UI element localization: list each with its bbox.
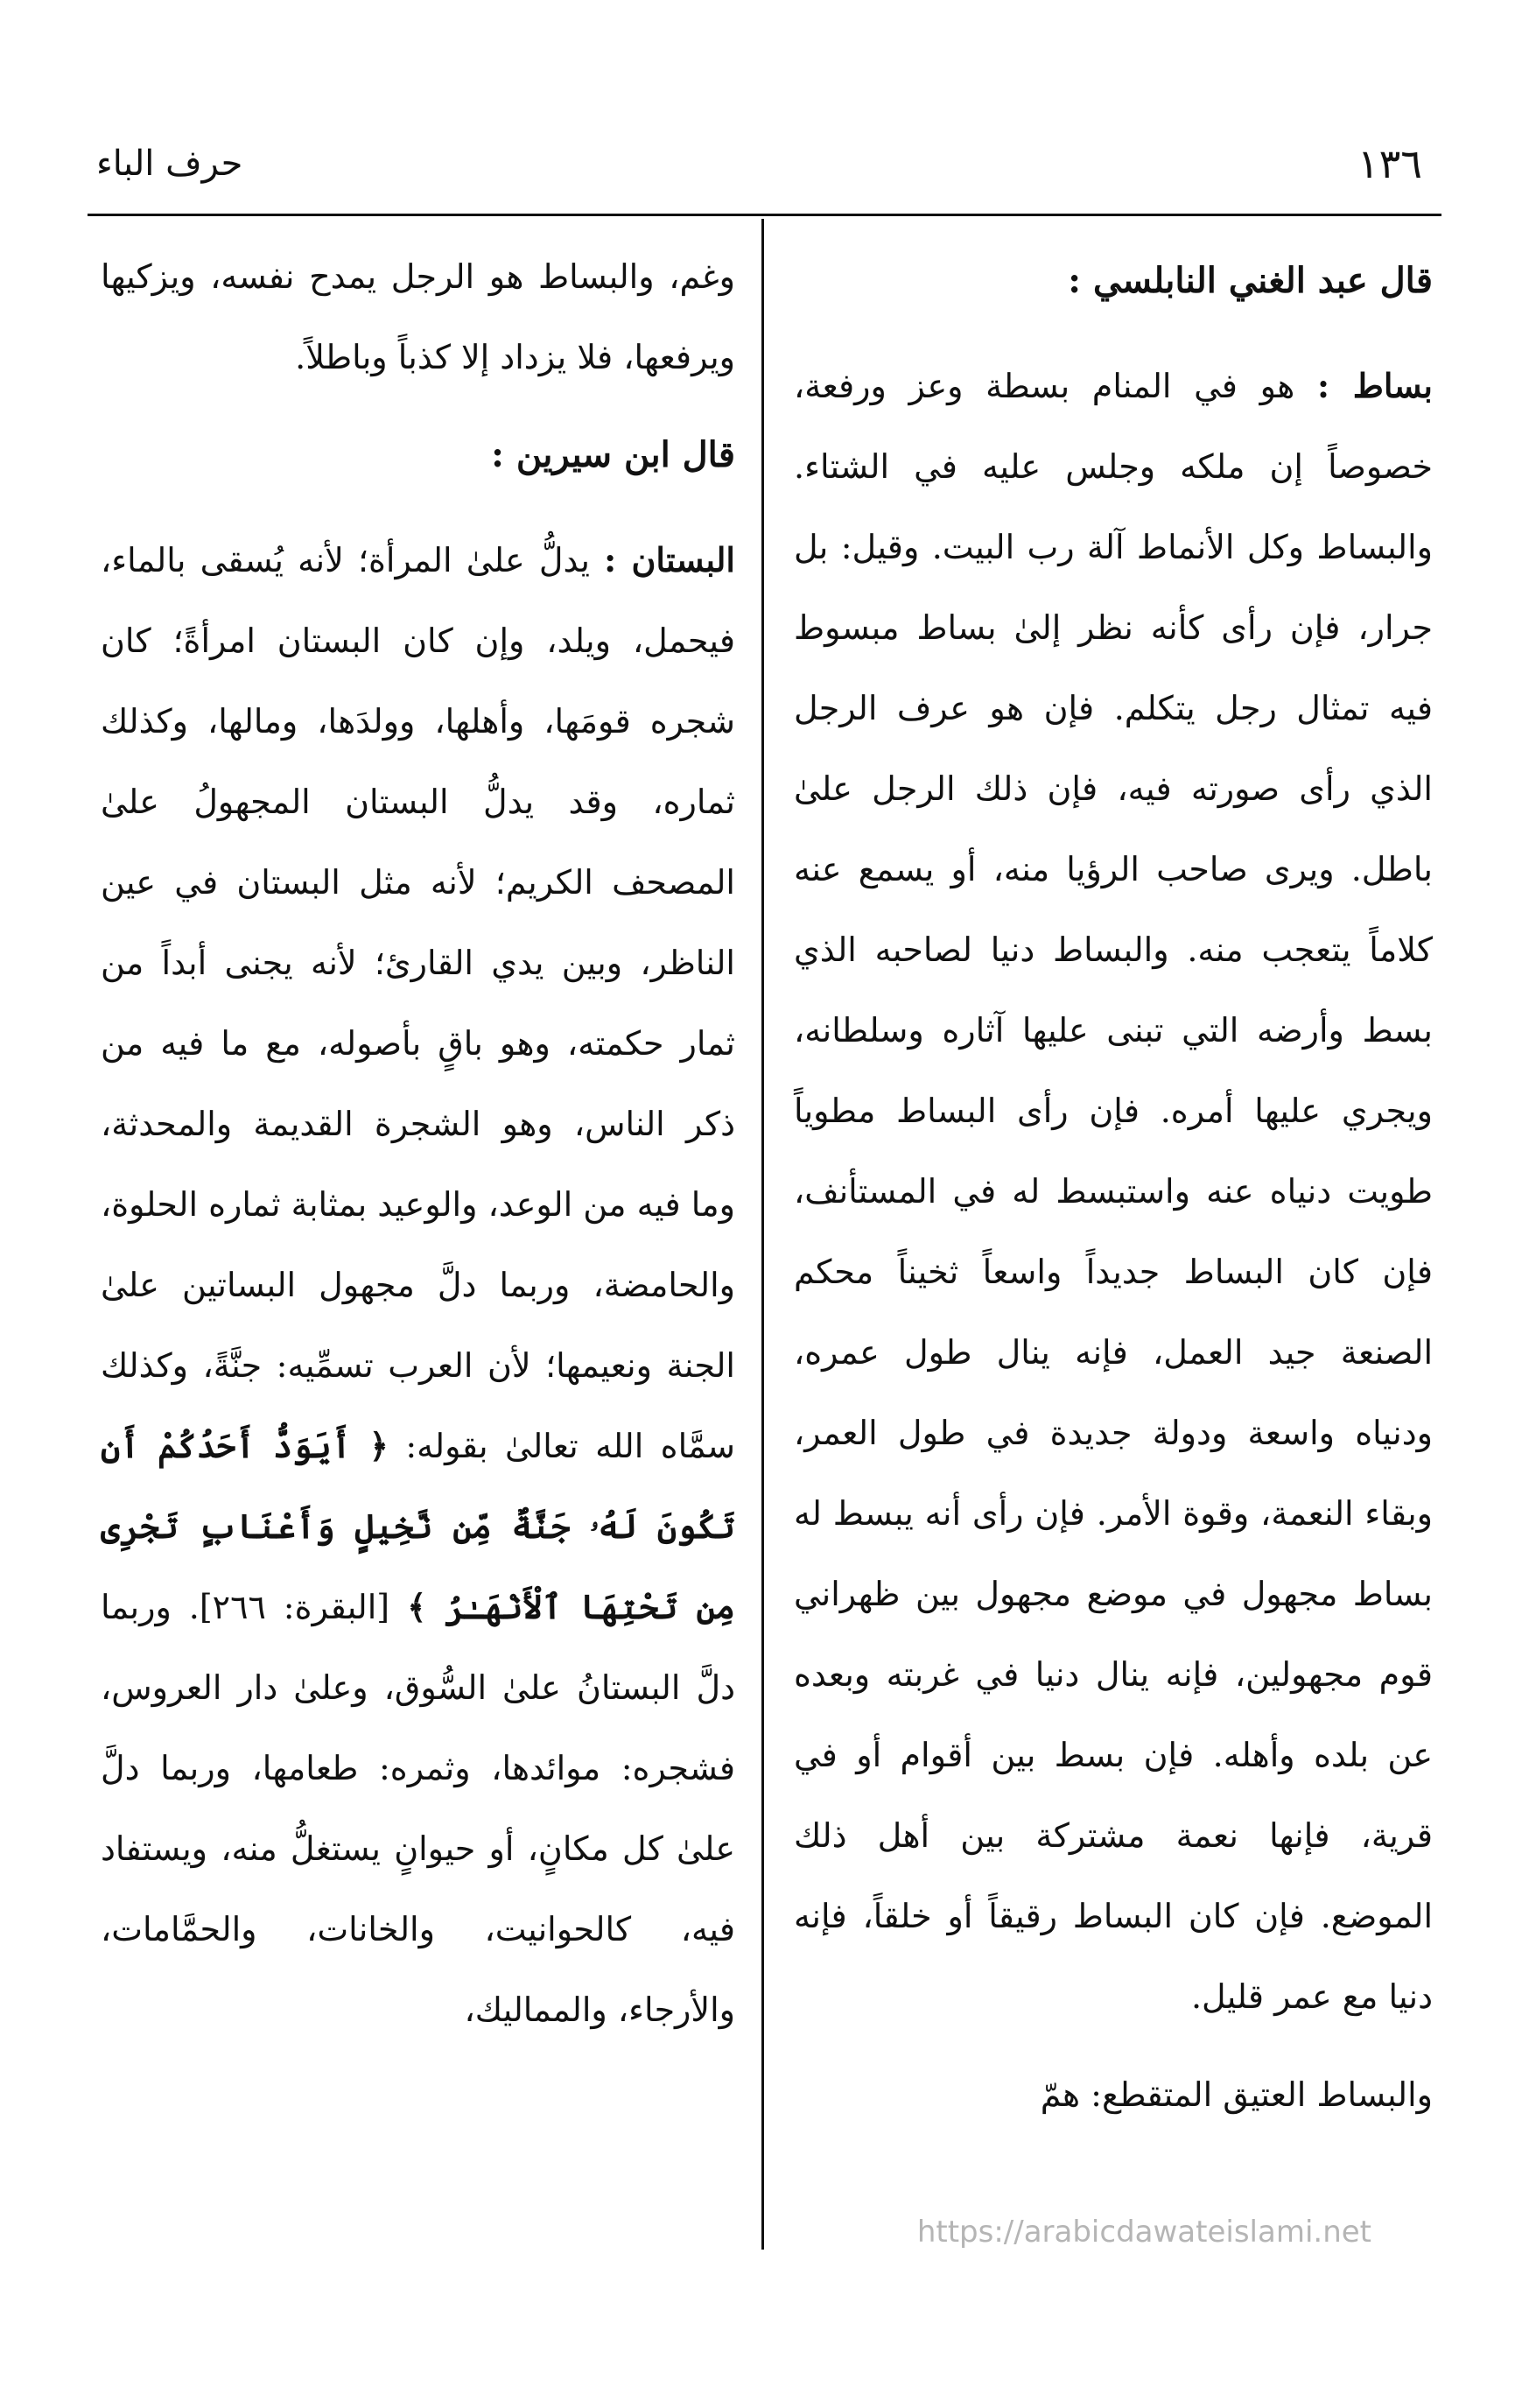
continuation-text: وغم، والبساط هو الرجل يمدح نفسه، ويزكيها ويرفعها، فلا يزداد إلا كذباً وباطلاً. [101,257,735,376]
verse-reference: [البقرة: ٢٦٦]. [188,1588,390,1626]
right-column [794,241,1433,2152]
entry-bisat [794,346,1433,2037]
left-column [101,236,735,2068]
quran-verse: ﴿ أَيَوَدُّ أَحَدُكُمْ أَن تَكُونَ لَهُۥ جَنَّةٌ مِّن نَّخِيلٍ وَأَعْنَابٍ تَجْرِى مِن تَحْتِهَا ٱلْأَنْهَـٰرُ ﴾ [101,1426,735,1626]
section-heading-nabulsi: قال عبد الغني النابلسي : [1068,260,1433,301]
entry-term: البستان : [604,540,735,579]
page-number: ١٣٦ [1357,140,1422,187]
entry-text: والبساط العتيق المتقطع: همّ [1040,2075,1433,2114]
header-divider [88,214,1441,216]
entry-text-after-verse: وربما دلَّ البستانُ علىٰ السُّوق، وعلىٰ دار العروس، فشجره: موائدها، وثمره: طعامها، وربما دلَّ علىٰ كل مكانٍ، أو حيوانٍ يستغلُّ منه، ويستفاد فيه، كالحوانيت، والخانات، والحمَّامات، والأرجاء، والمماليك، [101,1588,735,2029]
watermark: https://arabicdawateislami.net [916,2215,1371,2250]
entry-text: هو في المنام بسطة وعز ورفعة، خصوصاً إن ملكه وجلس عليه في الشتاء. والبساط وكل الأنماط آلة رب البيت. وقيل: بل جرار، فإن رأى كأنه نظر إلىٰ بساط مبسوط فيه تمثال رجل يتكلم. فإن هو عرف الرجل الذي رأى صورته فيه، فإن ذلك الرجل علىٰ باطل. ويرى صاحب الرؤيا منه، أو يسمع عنه كلاماً يتعجب منه. والبساط دنيا لصاحبه الذي بسط وأرضه التي تبنى عليها آثاره وسلطانه، ويجري عليها أمره. فإن رأى البساط مطوياً طويت دنياه عنه واستبسط له في المستأنف، فإن كان البساط جديداً واسعاً ثخيناً محكم الصنعة جيد العمل، فإنه ينال طول عمره، ودنياه واسعة ودولة جديدة في طول العمر، وبقاء النعمة، وقوة الأمر. فإن رأى أنه يبسط له بساط مجهول في موضع مجهول بين ظهراني قوم مجهولين، فإنه ينال دنيا في غربته وبعده عن بلده وأهله. فإن بسط بين أقوام أو في قرية، فإنها نعمة مشتركة بين أهل ذلك الموضع. فإن كان البساط رقيقاً أو خلقاً، فإنه دنيا مع عمر قليل. [794,367,1433,2016]
entry-old-bisat [794,2054,1433,2135]
column-divider [761,219,764,2250]
chapter-title: حرف الباء [96,144,243,184]
section-heading-ibn-sirin: قال ابن سيرين : [491,434,735,475]
entry-bustan [101,520,735,2050]
entry-term: بساط : [1316,366,1433,405]
entry-text-before-verse: يدلُّ علىٰ المرأة؛ لأنه يُسقى بالماء، فيحمل، ويلد، وإن كان البستان امرأةً؛ كان شجره قومَها، وأهلها، وولدَها، ومالها، وكذلك ثماره، وقد يدلُّ البستان المجهولُ علىٰ المصحف الكريم؛ لأنه مثل البستان في عين الناظر، وبين يدي القارئ؛ لأنه يجنى أبداً من ثمار حكمته، وهو باقٍ بأصوله، مع ما فيه من ذكر الناس، وهو الشجرة القديمة والمحدثة، وما فيه من الوعد، والوعيد بمثابة ثماره الحلوة، والحامضة، وربما دلَّ مجهول البساتين علىٰ الجنة ونعيمها؛ لأن العرب تسمِّيه: جنَّةً، وكذلك سمَّاه الله تعالىٰ بقوله: [101,541,735,1465]
page-header [88,131,1441,201]
